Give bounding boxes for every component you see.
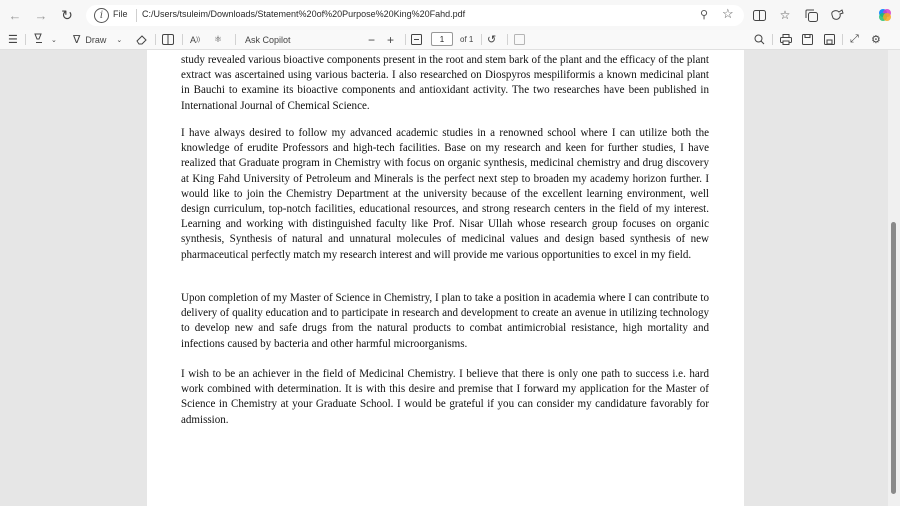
chevron-down-icon: ⌄ bbox=[51, 36, 57, 44]
pdf-toolbar bbox=[0, 30, 900, 50]
draw-label: Draw bbox=[85, 34, 107, 45]
url-text[interactable]: C:/Users/tsuleim/Downloads/Statement%20of%20Purpose%20King%20Fahd.pdf bbox=[142, 9, 466, 19]
url-divider bbox=[136, 9, 137, 22]
toolbar-divider bbox=[481, 34, 482, 45]
highlighter-icon bbox=[33, 33, 45, 46]
page-total-label: of 1 bbox=[460, 35, 474, 44]
toolbar-divider bbox=[235, 34, 236, 45]
toolbar-divider bbox=[772, 34, 773, 45]
address-bar[interactable] bbox=[86, 5, 744, 26]
zoom-out-button[interactable]: − bbox=[368, 32, 376, 47]
toolbar-divider bbox=[182, 34, 183, 45]
extensions-icon[interactable] bbox=[828, 6, 846, 24]
full-screen-icon[interactable]: ⤢ bbox=[850, 33, 859, 45]
ask-copilot-button[interactable]: Ask Copilot bbox=[245, 34, 291, 45]
info-icon[interactable]: i bbox=[94, 8, 109, 23]
eraser-icon[interactable] bbox=[136, 32, 148, 47]
url-scheme-label: File bbox=[113, 9, 128, 19]
favorites-icon[interactable]: ☆ bbox=[779, 8, 791, 22]
search-icon[interactable] bbox=[754, 32, 765, 47]
copilot-icon[interactable] bbox=[876, 6, 894, 24]
zoom-in-button[interactable]: + bbox=[387, 32, 395, 47]
page-view-icon[interactable] bbox=[162, 32, 174, 47]
zoom-icon[interactable]: ⚲ bbox=[700, 9, 709, 21]
document-paragraph: Upon completion of my Master of Science in Chemistry, I plan to take a position in academia where I can contribute to delivery of quality education and to participate in research and development to create an avenue in utilizing technology to develop new and safe drugs from the natural products to combat antimicrobial resistance, high mortality and infections caused by bacteria and other harmful microorganisms. bbox=[181, 292, 709, 350]
save-as-icon[interactable] bbox=[802, 32, 813, 47]
rotate-icon[interactable]: ↺ bbox=[487, 34, 497, 46]
pen-icon: ∇ bbox=[73, 34, 81, 46]
document-paragraph: I wish to be an achiever in the field of Medicinal Chemistry. I believe that there is only one path to success i.e. hard work combined with determination. It is with this desire and premise that I forward my application for the Master of Science in Chemistry at your Graduate School. I would be grateful if you can consider my candidature favorably for admission. bbox=[181, 368, 709, 426]
toolbar-divider bbox=[507, 34, 508, 45]
page-number-input[interactable]: 1 bbox=[431, 32, 453, 46]
toolbar-divider bbox=[405, 34, 406, 45]
two-page-view-icon[interactable] bbox=[514, 32, 525, 47]
highlight-button[interactable] bbox=[33, 32, 57, 47]
settings-gear-icon[interactable]: ⚙ bbox=[871, 34, 881, 46]
back-arrow-icon[interactable]: ← bbox=[8, 7, 22, 23]
forward-arrow-icon[interactable]: → bbox=[34, 7, 48, 23]
toolbar-divider bbox=[25, 34, 26, 45]
toolbar-divider bbox=[842, 34, 843, 45]
favorite-star-icon[interactable]: ☆ bbox=[722, 6, 734, 21]
chevron-down-icon: ⌄ bbox=[116, 36, 123, 44]
document-paragraph: study revealed various bioactive components present in the root and stem bark of the plant and the efficacy of the plant extract was ascertained using various bacteria. I also researched on Diospyros mespiliformis a known medicinal plant in Bauchi to examine its bioactive components and antioxidant activity. The two researches have been published in International Journal of Chemical Science. bbox=[181, 54, 709, 112]
browser-top-bar bbox=[0, 0, 900, 31]
pdf-page bbox=[147, 50, 744, 506]
read-aloud-icon[interactable]: A )) bbox=[190, 34, 201, 45]
draw-button[interactable] bbox=[73, 32, 122, 47]
fit-page-icon[interactable] bbox=[411, 32, 422, 47]
toolbar-divider bbox=[155, 34, 156, 45]
split-screen-icon[interactable] bbox=[750, 6, 768, 24]
pdf-viewer[interactable] bbox=[0, 50, 900, 506]
save-icon[interactable] bbox=[824, 32, 835, 47]
print-icon[interactable] bbox=[780, 32, 792, 47]
collections-icon[interactable] bbox=[802, 6, 820, 24]
refresh-icon[interactable]: ↻ bbox=[61, 6, 73, 23]
translate-icon[interactable]: ⚛ bbox=[214, 34, 223, 44]
contents-menu-icon[interactable]: ☰ bbox=[8, 34, 18, 46]
document-paragraph: I have always desired to follow my advanced academic studies in a renowned school where I can utilize both the knowledge of erudite Professors and high-tech facilities. Base on my research and keen for further studies, I have realized that Graduate program in Chemistry with focus on organic synthesis, medicinal chemistry and drug discovery at King Fahd University of Petroleum and Minerals is the perfect next step to broaden my academy horizon further. I would like to join the Chemistry Department at the university because of the excellent learning environment, well design curriculum, top-notch facilities, educational resources, and strong research centers in the field of my interest. Learning and working with distinguished faculty like Prof. Nisar Ullah whose research group focuses on organic synthesis, Synthesis of natural and unnatural molecules of medicinal values and design based synthesis of new pharmaceutical perfectly match my research interest and will provide me various opportunities to excel in my field. bbox=[181, 127, 709, 261]
scrollbar-thumb[interactable] bbox=[891, 222, 896, 494]
